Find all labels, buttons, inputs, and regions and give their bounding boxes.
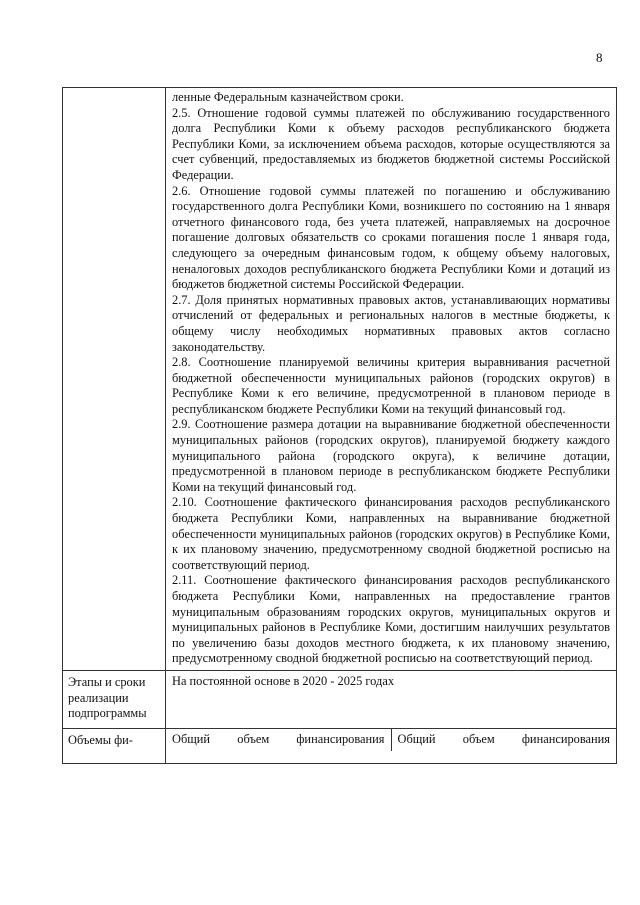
goals-row <box>63 88 617 671</box>
funding-content-cell <box>166 728 617 763</box>
goal-item-2-10: 2.10. Соотношение фактического финансирования расходов республиканского бюджета Республики Коми, направленных на выравнивание бюджетной обеспеченности муниципальных районов (городских округов) в Республике Коми, к их плановому значению, предусмотренному сводной бюджетной росписью на соответствующий период. <box>172 495 610 572</box>
funding-row <box>63 728 617 763</box>
passport-table <box>62 87 617 764</box>
goal-item-2-9: 2.9. Соотношение размера дотации на выравнивание бюджетной обеспеченности муниципальных районов (городских округов), планируемой бюджету каждого муниципального района (городского округа), к величине дотации, предусмотренной в плановом периоде в республиканском бюджете Республики Коми на текущий финансовый год. <box>172 417 610 494</box>
stages-label: Этапы и сроки реализации подпрограммы <box>63 670 166 728</box>
stages-row <box>63 670 617 728</box>
funding-label: Объемы фи- <box>63 728 166 763</box>
goal-item-2-6: 2.6. Отношение годовой суммы платежей по погашению и обслуживанию государственного долга Республики Коми, возникшего по состоянию на 1 января отчетного финансового года, без учета платежей, направляемых на досрочное погашение долговых обязательств со сроками погашения после 1 января года, следующего за очередным финансовым годом, к общему объему налоговых, неналоговых доходов республиканского бюджета Республики Коми и дотаций из бюджетов бюджетной системы Российской Федерации. <box>172 183 610 292</box>
goal-item-2-11: 2.11. Соотношение фактического финансирования расходов республиканского бюджета Республики Коми, направленных на предоставление грантов муниципальным образованиям городских округов, муниципальных округов и муниципальных районов в Республике Коми, достигшим наилучших результатов по увеличению базы доходов местного бюджета, к их плановому значению, предусмотренному сводной бюджетной росписью на соответствующий период. <box>172 573 610 666</box>
page-number: 8 <box>596 50 603 65</box>
goal-item-2-5: 2.5. Отношение годовой суммы платежей по обслуживанию государственного долга Республики Коми к объему расходов республиканского бюджета Республики Коми, за исключением объема расходов, которые осуществляются за счет субвенций, предоставляемых из бюджетов бюджетной системы Российской Федерации. <box>172 105 610 182</box>
stages-value: На постоянной основе в 2020 - 2025 годах <box>166 670 617 728</box>
funding-left-text: Общий объем финансирования <box>172 731 385 746</box>
funding-right-text: Общий объем финансирования <box>391 729 617 751</box>
goal-item-2-8: 2.8. Соотношение планируемой величины критерия выравнивания расчетной бюджетной обеспеченности муниципальных районов (городских округов) в Республике Коми к его величине, предусмотренной в плановом периоде в республиканском бюджете Республики Коми на текущий финансовый год. <box>172 355 610 416</box>
goals-content-cell <box>166 88 617 671</box>
goals-label-cell <box>63 88 166 671</box>
goal-item-2-7: 2.7. Доля принятых нормативных правовых актов, устанавливающих нормативы отчислений от федеральных и региональных налогов в местные бюджеты, к общему числу необходимых нормативных правовых актов согласно законодательству. <box>172 292 610 354</box>
goals-continuation: ленные Федеральным казначейством сроки. <box>172 90 404 104</box>
